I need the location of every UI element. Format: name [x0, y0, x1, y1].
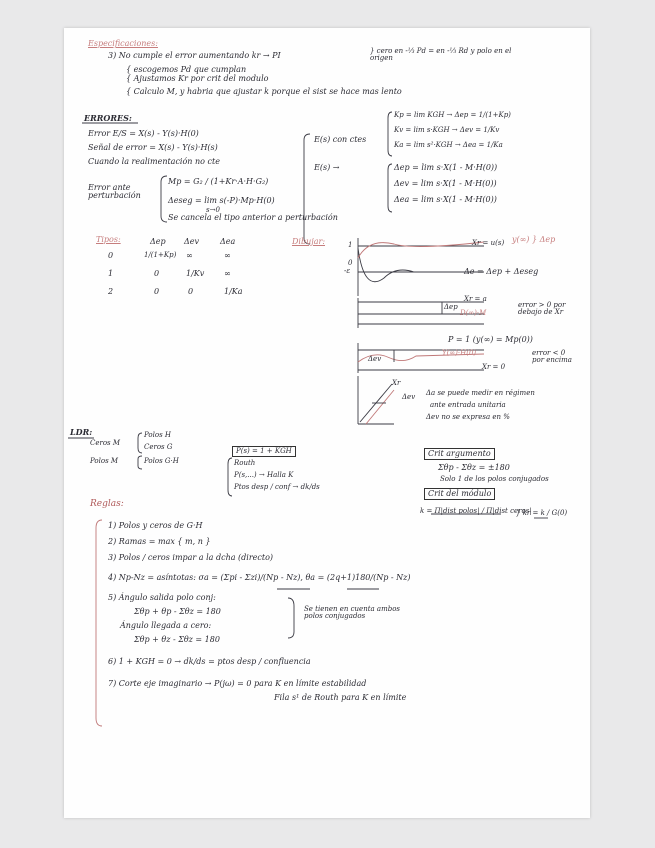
errores-e1: Error E/S = X(s) - Y(s)·H(0) [88, 129, 199, 138]
bracket-reglas [96, 520, 102, 726]
spec-sub1: { escogemos Pd que cumplan [126, 65, 247, 74]
errores-ecs-label: E(s) con ctes [314, 135, 367, 144]
g3-p: P = 1 (y(∞) = Mp(0)) [448, 335, 533, 344]
g4-xr: Xr [392, 379, 401, 387]
tipos-row2-dep: 0 [154, 287, 160, 296]
tipos-title: Tipos: [96, 235, 121, 244]
errores-dev: Δev = lim s·X(1 - M·H(0)) [394, 179, 497, 188]
tipos-row2-dev: 0 [188, 287, 194, 296]
bracket-ceros [138, 433, 142, 453]
tipos-header-dea: Δea [220, 237, 236, 246]
tipos-row1-dep: 0 [154, 269, 160, 278]
errores-deseg-lim: s→0 [206, 206, 220, 214]
spec-line3-side: } cero en -⅓ Pd = en -⅓ Rd y polo en el origen [370, 47, 512, 62]
regla-5-note: Se tienen en cuenta ambos polos conjugados [304, 605, 401, 620]
regla-6: 6) 1 + KGH = 0 → dk/ds = ptos desp / confluencia [108, 657, 311, 666]
bracket-ps [228, 458, 232, 496]
ldr-ptos: Ptos desp / conf → dk/ds [234, 483, 320, 491]
tipos-row0-dep: 1/(1+Kp) [144, 251, 177, 259]
regla-1: 1) Polos y ceros de G·H [108, 521, 203, 530]
bracket-r5 [288, 598, 294, 638]
g1-de: Δe = Δep + Δeseg [464, 267, 539, 276]
g4-note2: ante entrada unitaria [430, 401, 506, 409]
ldr-crit-arg: Crit argumento [424, 448, 495, 460]
notes-page [64, 28, 590, 818]
regla-4: 4) Np-Nz = asíntotas: σa = (Σpi - Σzi)/(Np - Nz), θa = (2q+1)180/(Np - Nz) [108, 573, 411, 582]
errores-e2: Señal de error = X(s) - Y(s)·H(s) [88, 143, 218, 152]
ldr-title: LDR: [70, 427, 93, 437]
regla-5b-eq: Σθp + θz - Σθz = 180 [134, 635, 220, 644]
bracket-es [304, 134, 310, 244]
errores-dea: Δea = lim s·X(1 - M·H(0)) [394, 195, 497, 204]
bracket-deltas [388, 164, 392, 212]
g4-note3: Δev no se expresa en % [426, 413, 510, 421]
spec-sub3: { Calculo M, y habria que ajustar k porque el sist se hace mas lento [126, 87, 402, 96]
errores-kp: Kp = lim KGH → Δep = 1/(1+Kp) [394, 111, 511, 119]
g3-y: Y(∞)·H(0) [442, 349, 477, 357]
g1-0: 0 [348, 259, 353, 267]
ldr-polosGH: Polos G·H [144, 457, 179, 465]
regla-3: 3) Polos / ceros impar a la dcha (directo) [108, 553, 274, 562]
ldr-polos: Polos M [90, 457, 119, 465]
errores-kv: Kv = lim s·KGH → Δev = 1/Kv [394, 126, 500, 134]
g4-dev: Δev [402, 393, 416, 401]
tipos-row0-tipo: 0 [108, 251, 114, 260]
g1-yinf: y(∞) } Δep [512, 235, 556, 244]
tipos-row0-dev: ∞ [186, 251, 193, 260]
ldr-polosH: Polos H [144, 431, 172, 439]
g2-note: error > 0 por debajo de Xr [518, 301, 566, 316]
tipos-header-dev: Δev [184, 237, 200, 246]
regla-5: 5) Ángulo salida polo conj: [108, 593, 216, 602]
errores-dep: Δep = lim s·X(1 - M·H(0)) [394, 163, 498, 172]
regla-7b: Fila s¹ de Routh para K en límite [274, 693, 407, 702]
errores-title: ERRORES: [84, 113, 132, 123]
ldr-ps: P(s) = 1 + KGH [232, 446, 296, 457]
tipos-row1-dev: 1/Kv [186, 269, 205, 278]
errores-pert-label: Error ante perturbación [88, 183, 141, 200]
regla-2: 2) Ramas = max { m, n } [108, 537, 211, 546]
dibujar-title: Dibujar: [292, 237, 326, 246]
ldr-mod-kr: } kr = k / G(0) [516, 509, 568, 517]
spec-line3: 3) No cumple el error aumentando kr → PI [108, 51, 281, 60]
tipos-header-dep: Δep [150, 237, 166, 246]
errores-mp: Mp = G₂ / (1+Kr·A·H·G₂) [168, 177, 269, 186]
tipos-row1-dea: ∞ [224, 269, 231, 278]
ldr-routh: Routh [234, 459, 256, 467]
tipos-row2-dea: 1/Ka [224, 287, 243, 296]
g3-xr: Xr = 0 [482, 363, 506, 371]
spec-title: Especificaciones: [88, 39, 158, 48]
bracket-pert [161, 176, 167, 222]
g4-note1: Δa se puede medir en régimen [426, 389, 535, 397]
ldr-crit-mod: Crit del módulo [424, 488, 495, 500]
ldr-ceros: Ceros M [90, 439, 121, 447]
errores-e3: Cuando la realimentación no cte [88, 157, 220, 166]
regla-7: 7) Corte eje imaginario → P(jω) = 0 para K en límite estabilidad [108, 679, 367, 688]
tipos-row1-tipo: 1 [108, 269, 114, 278]
g2-dep: Δep [444, 303, 458, 311]
errores-es-label: E(s) → [314, 163, 340, 172]
bracket-polos [138, 456, 142, 469]
g3-dev: Δev [368, 355, 382, 363]
g2-dbc: D(∞)·M [460, 309, 487, 317]
g3-note: error < 0 por encima [532, 349, 572, 364]
tipos-row2-tipo: 2 [108, 287, 114, 296]
spec-sub2: { Ajustamos Kr por crit del modulo [126, 74, 269, 83]
errores-secancela: Se cancela el tipo anterior a perturbación [168, 213, 338, 222]
g2-xr: Xr = a [464, 295, 487, 303]
ldr-mod-eq: k = Π|dist polos| / Π|dist ceros| [420, 507, 532, 515]
regla-5b: Ángulo llegada a cero: [120, 621, 212, 630]
graph-ramp [358, 376, 394, 424]
regla-5-eq: Σθp + θp - Σθz = 180 [134, 607, 221, 616]
g1-xr: Xr = u(s) [472, 239, 505, 247]
bracket-k [388, 112, 392, 156]
ldr-cerosG: Ceros G [144, 443, 173, 451]
ldr-arg-eq: Σθp - Σθz = ±180 [438, 463, 510, 472]
reglas-title: Reglas: [90, 499, 124, 509]
errores-ka: Ka = lim s²·KGH → Δea = 1/Ka [394, 141, 503, 149]
g1-1: 1 [348, 241, 353, 249]
ldr-arg-sub: Solo 1 de los polos conjugados [440, 475, 549, 483]
errores-deseg: Δeseg = lim s(-P)·Mp·H(0) [168, 196, 275, 205]
g1-neg: -ε [344, 267, 351, 275]
ldr-ps2: P(s,...) → Halla K [234, 471, 294, 479]
tipos-row0-dea: ∞ [224, 251, 231, 260]
